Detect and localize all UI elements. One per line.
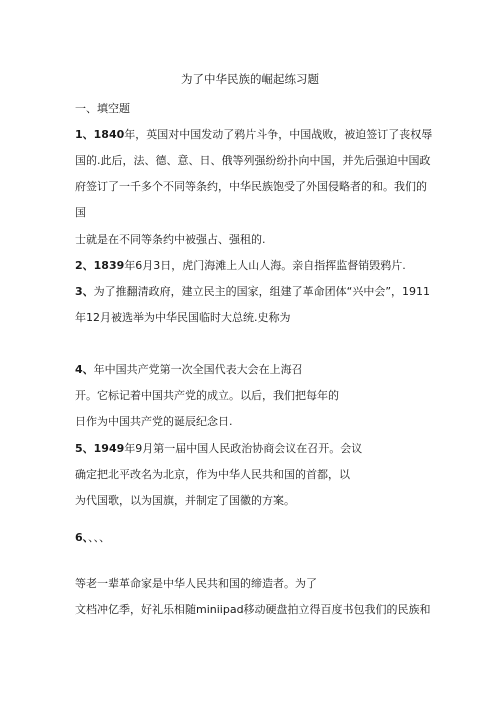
question-1-line-1 — [75, 128, 435, 142]
question-6-line-1 — [75, 531, 435, 545]
question-number: 5、 — [75, 442, 94, 455]
question-4-line-3: 日作为中国共产党的诞辰纪念日. — [75, 415, 233, 428]
question-5-line-2: 确定把北平改名为北京，作为中华人民共和国的首都，以 — [75, 468, 350, 481]
question-number: 4、 — [75, 363, 94, 376]
section-heading: 一、填空题 — [75, 102, 130, 115]
question-1-line-3: 府签订了一千多个不同等条约，中华民族饱受了外国侵略者的和。我们的 — [75, 180, 427, 193]
question-number: 2、 — [75, 259, 94, 272]
question-4-line-2: 开。它标记着中国共产党的成立。以后，我们把每年的 — [75, 389, 339, 402]
line-text: 年中国共产党第一次全国代表大会在上海召 — [93, 363, 303, 376]
question-6-line-3: 文档冲亿季，好礼乐相随miniipad移动硬盘拍立得百度书包我们的民族和 — [75, 603, 431, 616]
question-3-line-2: 年12月被选举为中华民国临时大总统.史称为 — [75, 311, 291, 324]
question-3-line-1 — [75, 285, 435, 299]
line-text: 为了推翻清政府，建立民主的国家，组建了革命团体“兴中会”，1911 — [93, 285, 431, 298]
question-number: 6、 — [75, 531, 89, 544]
question-1-line-2: 国的.此后，法、德、意、日、俄等列强纷纷扑向中国，并先后强迫中国政 — [75, 154, 431, 167]
question-1-line-5: 士就是在不同等条约中被强占、强租的. — [75, 233, 266, 246]
document-title: 为了中华民族的崛起练习题 — [181, 72, 319, 86]
year: 1839 — [93, 259, 125, 272]
line-text: 、、、 — [88, 531, 111, 544]
question-1-line-4: 国 — [75, 206, 86, 219]
question-5-line-1 — [75, 442, 435, 456]
line-text: 年，英国对中国发动了鸦片斗争，中国战败，被迫签订了丧权辱 — [124, 128, 433, 141]
question-number: 3、 — [75, 285, 94, 298]
question-2-line-1 — [75, 259, 435, 273]
line-text: 年6月3日，虎门海滩上人山人海。亲自指挥监督销毁鸦片. — [124, 259, 406, 272]
question-5-line-3: 为代国歌，以为国旗，并制定了国徽的方案。 — [75, 494, 295, 507]
year: 1840 — [93, 128, 125, 141]
question-number: 1、 — [75, 128, 94, 141]
question-4-line-1 — [75, 363, 435, 377]
question-6-line-2: 等老一辈革命家是中华人民共和国的缔造者。为了 — [75, 577, 317, 590]
year: 1949 — [93, 442, 125, 455]
line-text: 年9月第一届中国人民政治协商会议在召开。会议 — [124, 442, 363, 455]
